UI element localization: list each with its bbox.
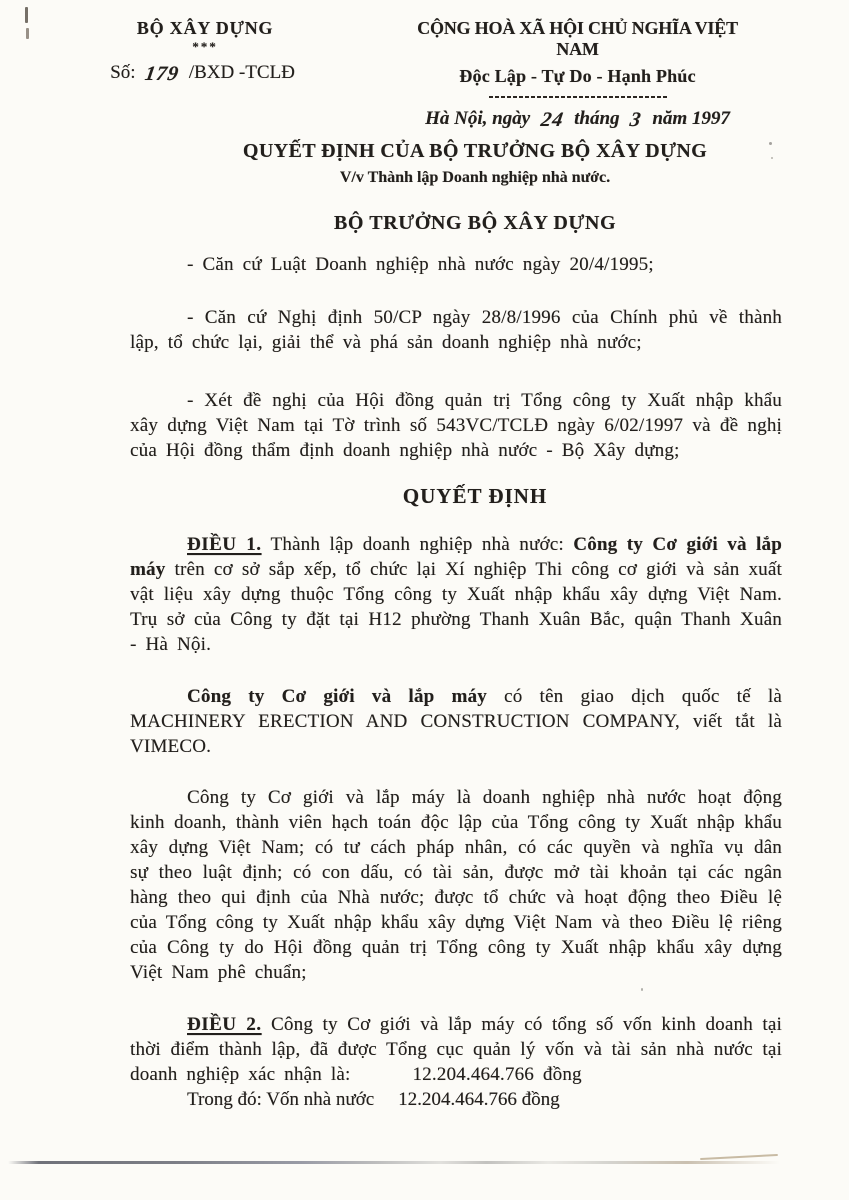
document-number-handwritten: 179 — [143, 63, 181, 85]
document-number-label: Số: — [110, 62, 136, 83]
article-2-heading: ĐIỀU 2. — [187, 1014, 262, 1035]
legal-status-paragraph: Công ty Cơ giới và lắp máy là doanh nghiệp nhà nước hoạt động kinh doanh, thành viên hạch toán độc lập của Tổng công ty Xuất nhập khẩu xây dựng Việt Nam; có tư cách pháp nhân, có các quyền và nghĩa vụ dân sự theo luật định; có con dấu, có tài sản, được mở tài khoản tại các ngân hàng theo qui định của Nhà nước; được tổ chức và hoạt động theo Điều lệ của Tổng công ty Xuất nhập khẩu xây dựng Việt Nam và theo Điều lệ riêng của Công ty do Hội đồng quản trị Tổng công ty Xuất nhập khẩu xây dựng Việt Nam phê chuẩn; — [130, 787, 782, 983]
scan-mark — [26, 28, 29, 39]
date-prefix: Hà Nội, ngày — [425, 108, 531, 129]
motto-divider — [489, 96, 667, 98]
document-body — [130, 138, 782, 1112]
article-2-paragraph — [130, 1012, 782, 1087]
article-1-rest: trên cơ sở sắp xếp, tổ chức lại Xí nghiệp Thi công cơ giới và sản xuất vật liệu xây dựng thuộc Tổng công ty Xuất nhập khẩu xây dựng Việt Nam. Trụ sở của Công ty đặt tại H12 phường Thanh Xuân Bắc, quận Thanh Xuân - Hà Nội. — [130, 559, 782, 655]
state-capital-label: Trong đó: Vốn nhà nước — [187, 1089, 375, 1110]
scan-speck — [769, 142, 772, 145]
agency-separator: *** — [192, 39, 218, 54]
decision-heading: QUYẾT ĐỊNH — [402, 484, 548, 508]
preamble-clause: - Xét đề nghị của Hội đồng quản trị Tổng công ty Xuất nhập khẩu xây dựng Việt Nam tại Tờ trình số 543VC/TCLĐ ngày 6/02/1997 và đề nghị của Hội đồng thẩm định doanh nghiệp nhà nước - Bộ Xây dựng; — [130, 390, 782, 461]
date-suffix: năm 1997 — [652, 108, 730, 129]
article-1-lead: Thành lập doanh nghiệp nhà nước: — [261, 534, 574, 555]
decision-title: QUYẾT ĐỊNH CỦA BỘ TRƯỞNG BỘ XÂY DỰNG — [242, 140, 708, 162]
national-motto: Độc Lập - Tự Do - Hạnh Phúc — [459, 66, 696, 86]
article-2-body: Công ty Cơ giới và lắp máy có tổng số vốn kinh doanh tại thời điểm thành lập, đã được Tổng cục quản lý vốn và tài sản nhà nước tại doanh nghiệp xác nhận là: — [130, 1014, 783, 1085]
decision-subject: V/v Thành lập Doanh nghiệp nhà nước. — [339, 169, 611, 186]
company-name-bold: Công ty Cơ giới và lắp máy — [130, 534, 783, 580]
scan-artifact-line — [8, 1161, 780, 1164]
republic-title: CỘNG HOÀ XÃ HỘI CHỦ NGHĨA VIỆT NAM — [417, 18, 738, 59]
company-name-bold: Công ty Cơ giới và lắp máy — [187, 686, 487, 707]
scan-speck — [641, 988, 643, 991]
date-day-handwritten: 24 — [539, 109, 566, 131]
international-name-paragraph — [130, 684, 782, 759]
scan-mark — [25, 7, 28, 23]
article-1-heading: ĐIỀU 1. — [187, 534, 262, 555]
total-capital-amount: 12.204.464.766 đồng — [412, 1064, 582, 1085]
document-number-suffix: /BXD -TCLĐ — [188, 62, 295, 83]
agency-name: BỘ XÂY DỰNG — [136, 18, 274, 38]
scan-artifact-tail — [700, 1154, 778, 1160]
international-name-rest: có tên giao dịch quốc tế là MACHINERY ERECTION AND CONSTRUCTION COMPANY, viết tắt là VIMECO. — [130, 686, 782, 757]
state-capital-line — [130, 1087, 782, 1112]
state-capital-amount: 12.204.464.766 đồng — [398, 1089, 560, 1110]
preamble-clause: - Căn cứ Nghị định 50/CP ngày 28/8/1996 của Chính phủ về thành lập, tổ chức lại, giải thể và phá sản doanh nghiệp nhà nước; — [130, 307, 782, 353]
date-middle: tháng — [574, 108, 620, 129]
article-1-paragraph — [130, 532, 782, 657]
document-number-line — [100, 61, 310, 84]
preamble-clause: - Căn cứ Luật Doanh nghiệp nhà nước ngày 20/4/1995; — [187, 254, 654, 275]
date-month-handwritten: 3 — [628, 109, 644, 131]
national-header-block — [395, 18, 760, 130]
issuing-agency-block — [100, 18, 310, 84]
place-date-line — [395, 107, 760, 130]
issuer-heading: BỘ TRƯỞNG BỘ XÂY DỰNG — [333, 212, 617, 234]
scan-speck — [771, 157, 773, 159]
